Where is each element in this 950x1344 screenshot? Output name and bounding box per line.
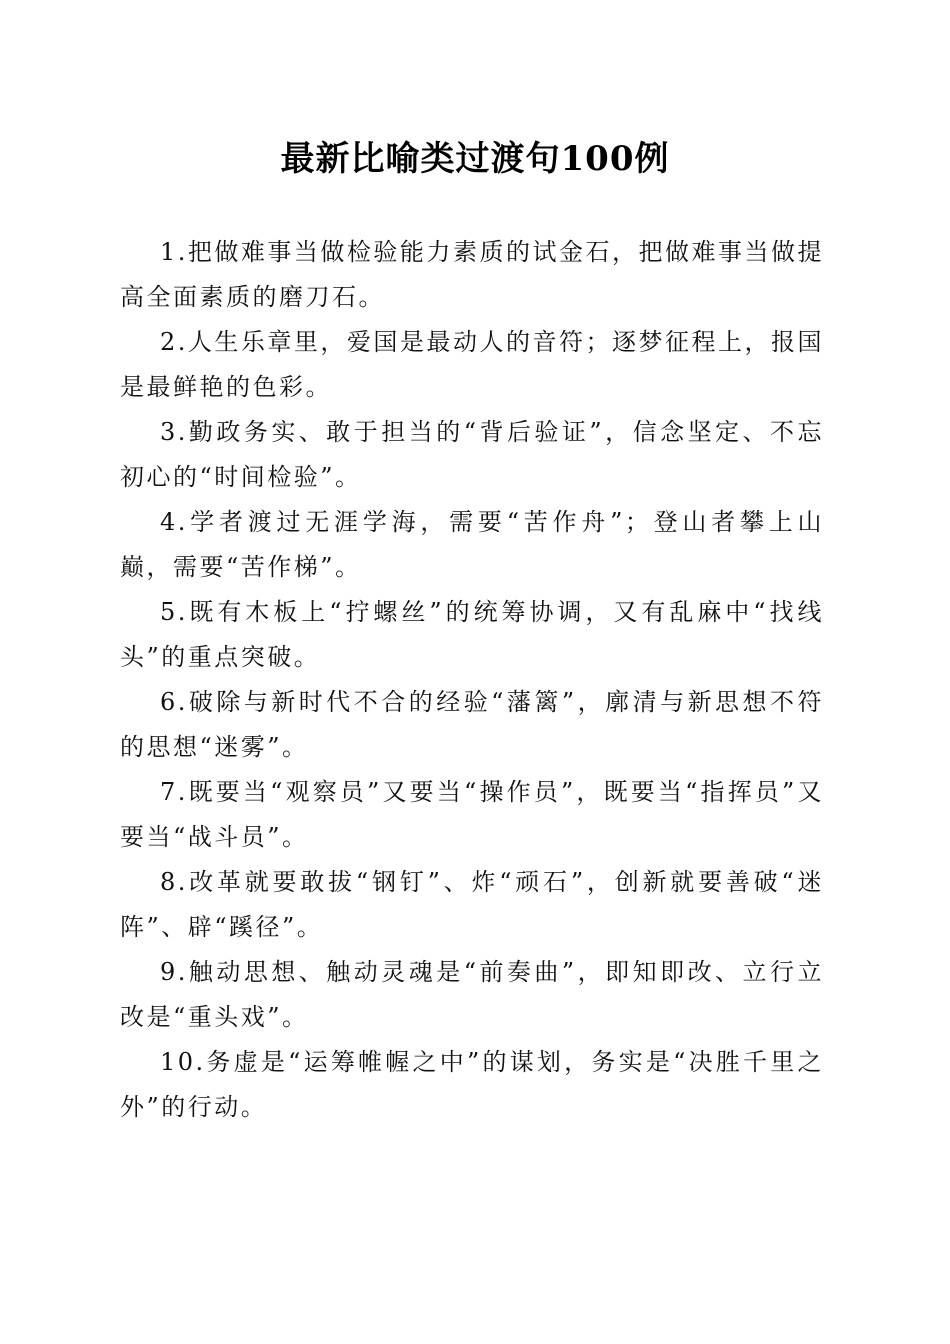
list-item-1: 1.把做难事当做检验能力素质的试金石，把做难事当做提高全面素质的磨刀石。 — [120, 238, 824, 311]
list-item-8: 8.改革就要敢拔“钢钉”、炸“顽石”，创新就要善破“迷阵”、辟“蹊径”。 — [120, 868, 824, 941]
list-item-4: 4.学者渡过无涯学海，需要“苦作舟”；登山者攀上山巅，需要“苦作梯”。 — [120, 508, 824, 581]
list-item-10: 10.务虚是“运筹帷幄之中”的谋划，务实是“决胜千里之外”的行动。 — [120, 1048, 824, 1121]
document-body — [120, 230, 824, 1130]
list-item-2: 2.人生乐章里，爱国是最动人的音符；逐梦征程上，报国是最鲜艳的色彩。 — [120, 328, 824, 401]
list-item-7: 7.既要当“观察员”又要当“操作员”，既要当“指挥员”又要当“战斗员”。 — [120, 778, 824, 851]
list-item-3: 3.勤政务实、敢于担当的“背后验证”，信念坚定、不忘初心的“时间检验”。 — [120, 418, 824, 491]
list-item-9: 9.触动思想、触动灵魂是“前奏曲”，即知即改、立行立改是“重头戏”。 — [120, 958, 824, 1031]
document-title: 最新比喻类过渡句100例 — [280, 139, 670, 179]
list-item-6: 6.破除与新时代不合的经验“藩篱”，廓清与新思想不符的思想“迷雾”。 — [120, 688, 824, 761]
list-item-5: 5.既有木板上“拧螺丝”的统筹协调，又有乱麻中“找线头”的重点突破。 — [120, 598, 824, 671]
